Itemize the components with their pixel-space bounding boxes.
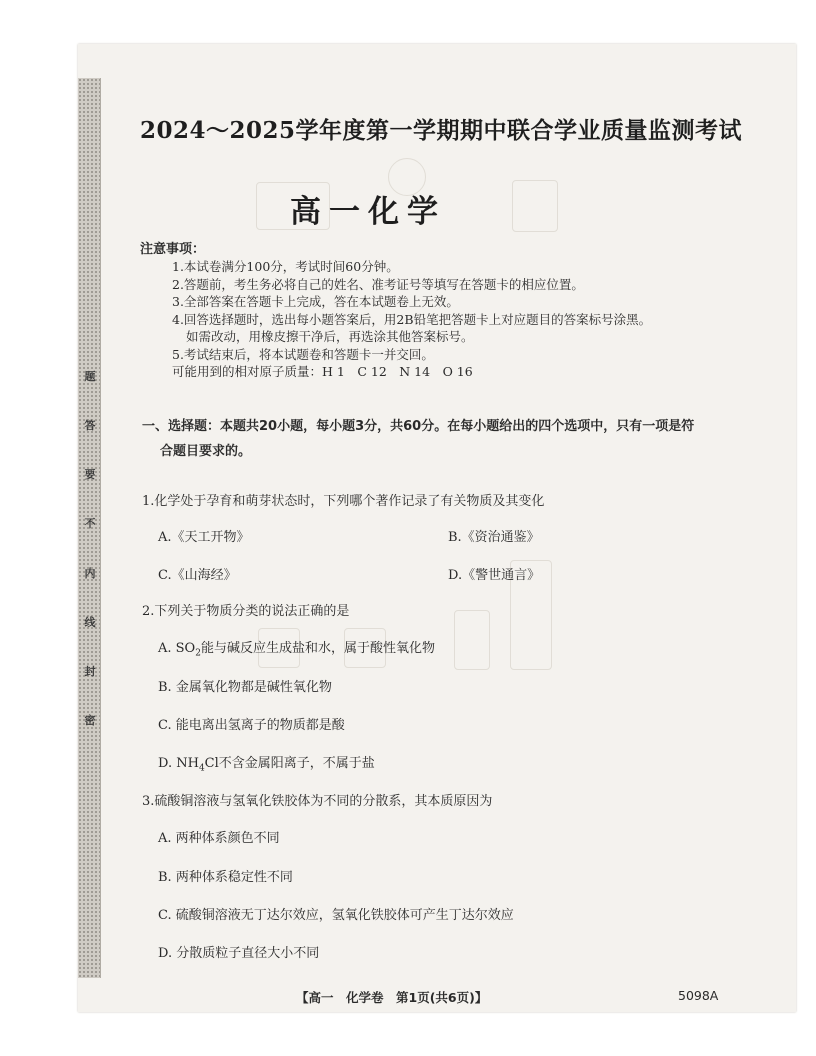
option-d: D.《警世通言》 — [448, 568, 541, 583]
seal-char: 封 — [84, 664, 96, 678]
notes-list — [172, 258, 651, 381]
section-requirement: 在每小题给出的四个选项中，只有一项是符 — [447, 419, 695, 434]
option-c: C.《山海经》 — [158, 568, 237, 583]
seal-char: 要 — [84, 468, 96, 482]
note-item: 如需改动，用橡皮擦干净后，再选涂其他答案标号。 — [186, 329, 474, 344]
question-stem: 1.化学处于孕育和萌芽状态时，下列哪个著作记录了有关物质及其变化 — [142, 494, 545, 509]
question-stem: 2.下列关于物质分类的说法正确的是 — [142, 604, 350, 619]
option-c: C. 硫酸铜溶液无丁达尔效应，氢氧化铁胶体可产生丁达尔效应 — [158, 908, 514, 923]
seal-char: 密 — [84, 713, 96, 727]
seal-char: 题 — [84, 370, 96, 383]
note-item: 2.答题前，考生务必将自己的姓名、准考证号等填写在答题卡的相应位置。 — [172, 276, 584, 292]
option-a: A.《天工开物》 — [158, 530, 250, 545]
page-footer: 【高一 化学卷 第1页(共6页)】 — [296, 990, 488, 1005]
note-item: 3.全部答案在答题卡上完成，答在本试题卷上无效。 — [172, 294, 459, 309]
option-a: A. 两种体系颜色不同 — [158, 831, 280, 846]
option-text: A. SO — [158, 641, 196, 656]
notes-heading: 注意事项： — [140, 242, 206, 257]
seal-line-text — [81, 368, 99, 728]
option-b: B. 金属氧化物都是碱性氧化物 — [158, 680, 332, 695]
note-item: 可能用到的相对原子质量：H 1 C 12 N 14 O 16 — [172, 364, 473, 379]
bleed-through-apparatus — [454, 610, 490, 670]
exam-title: 2024～2025学年度第一学期期中联合学业质量监测考试 — [140, 117, 743, 144]
option-b: B.《资治通鉴》 — [448, 530, 540, 545]
subscript: 2 — [195, 648, 201, 659]
subject-title: 高一化学 — [290, 194, 446, 230]
paper-code: 5098A — [678, 988, 719, 1003]
seal-char: 答 — [84, 419, 96, 433]
section-instructions — [142, 414, 732, 464]
note-item: 5.考试结束后，将本试题卷和答题卡一并交回。 — [172, 346, 434, 362]
seal-char: 不 — [84, 517, 96, 531]
option-a — [158, 637, 435, 659]
option-text: 能与碱反应生成盐和水，属于酸性氧化物 — [200, 641, 435, 656]
option-c: C. 能电离出氢离子的物质都是酸 — [158, 718, 345, 733]
option-d — [158, 752, 375, 774]
option-text: Cl不含金属阳离子，不属于盐 — [204, 756, 375, 771]
section-requirement-cont: 合题目要求的。 — [160, 444, 252, 459]
seal-char: 线 — [84, 615, 96, 629]
bleed-through-apparatus — [512, 180, 558, 232]
note-item: 4.回答选择题时，选出每小题答案后，用2B铅笔把答题卡上对应题目的答案标号涂黑。 — [172, 311, 652, 327]
option-d: D. 分散质粒子直径大小不同 — [158, 946, 320, 961]
subscript: 4 — [198, 763, 205, 774]
option-b: B. 两种体系稳定性不同 — [158, 870, 293, 885]
option-text: D. NH — [158, 756, 199, 771]
note-item: 1.本试卷满分100分，考试时间60分钟。 — [172, 259, 399, 274]
section-heading: 一、选择题：本题共20小题，每小题3分，共60分。 — [142, 419, 448, 434]
question-stem: 3.硫酸铜溶液与氢氧化铁胶体为不同的分散系，其本质原因为 — [142, 794, 493, 809]
seal-char: 内 — [84, 566, 96, 580]
